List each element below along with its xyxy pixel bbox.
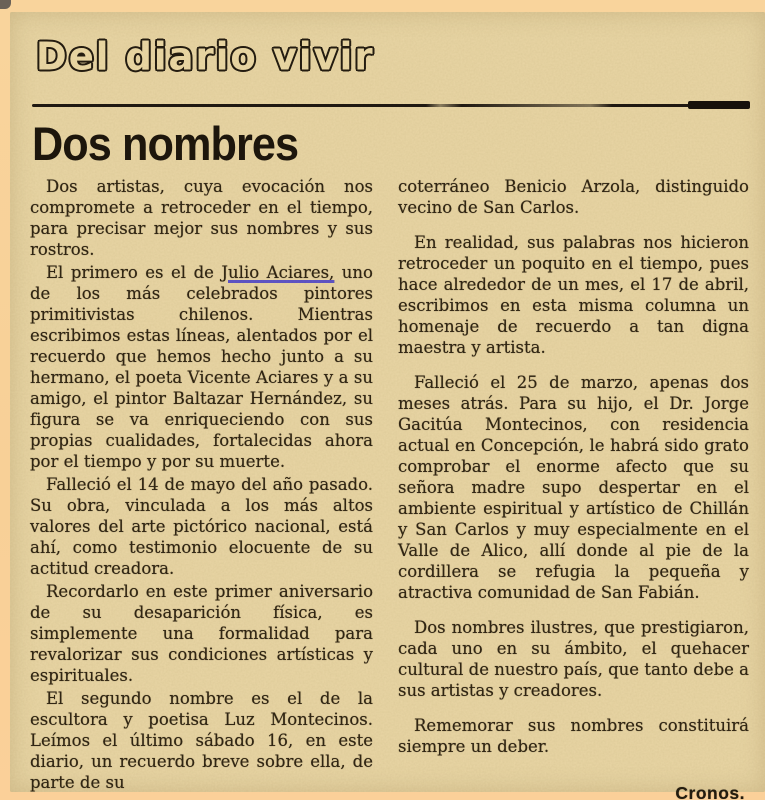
author-signature: Cronos. <box>675 783 745 803</box>
article-headline: Dos nombres <box>32 117 299 170</box>
underlined-name-julio-aciares: Julio Aciares, <box>221 263 335 282</box>
article-paragraph: coterráneo Benicio Arzola, distinguido vecino de San Carlos. <box>398 177 749 217</box>
article-paragraph: Falleció el 25 de marzo, apenas dos meses atrás. Para su hijo, el Dr. Jorge Gacitúa Montecinos, con residencia actual en Concepción, le habrá sido grato comprobar el enorme afecto que su señora madre supo despertar en el ambiente espiritual y artístico de Chillán y San Carlos y muy especialmente en el Valle de Alico, allí donde al pie de la cordillera se refugia la pequeña y atractiva comunidad de San Fabián. <box>398 373 749 602</box>
article-paragraph: Rememorar sus nombres constituirá siempre un deber. <box>398 716 749 756</box>
paragraph-text: El primero es el de <box>46 263 222 282</box>
article-paragraph: El segundo nombre es el de la escultora y poetisa Luz Montecinos. Leímos el último sábado 16, en este diario, un recuerdo breve sobre ella, de parte de su <box>30 689 373 792</box>
clipping-paper <box>10 12 765 803</box>
article-column-left <box>30 176 373 793</box>
scan-corner-artifact <box>0 0 11 9</box>
column-masthead: Del diario vivir <box>36 34 375 79</box>
paragraph-text: uno de los más celebrados pintores primitivistas chilenos. Mientras escribimos estas líneas, alentados por el recuerdo que hemos hecho junto a su hermano, el poeta Vicente Aciares y a su amigo, el pintor Baltazar Hernández, su figura se va enriqueciendo con sus propias cualidades, fortalecidas ahora por el tiempo y por su muerte. <box>30 263 373 471</box>
article-paragraph: Dos artistas, cuya evocación nos compromete a retroceder en el tiempo, para precisar mejor sus nombres y sus rostros. <box>30 177 373 259</box>
masthead-divider-rule <box>32 104 748 107</box>
article-paragraph: Falleció el 14 de mayo del año pasado. Su obra, vinculada a los más altos valores del arte pictórico nacional, está ahí, como testimonio elocuente de su actitud creadora. <box>30 475 373 578</box>
article-paragraph: Dos nombres ilustres, que prestigiaron, cada uno en su ámbito, el quehacer cultural de nuestro país, que tanto debe a sus artistas y creadores. <box>398 618 749 700</box>
article-paragraph: En realidad, sus palabras nos hicieron retroceder un poquito en el tiempo, pues hace alrededor de un mes, el 17 de abril, escribimos en esta misma columna un homenaje de recuerdo a tan digna maestra y artista. <box>398 233 749 357</box>
article-paragraph: Recordarlo en este primer aniversario de su desaparición física, es simplemente una formalidad para revalorizar sus condiciones artísticas y espirituales. <box>30 582 373 685</box>
article-column-right <box>398 176 749 804</box>
article-paragraph <box>30 262 373 472</box>
